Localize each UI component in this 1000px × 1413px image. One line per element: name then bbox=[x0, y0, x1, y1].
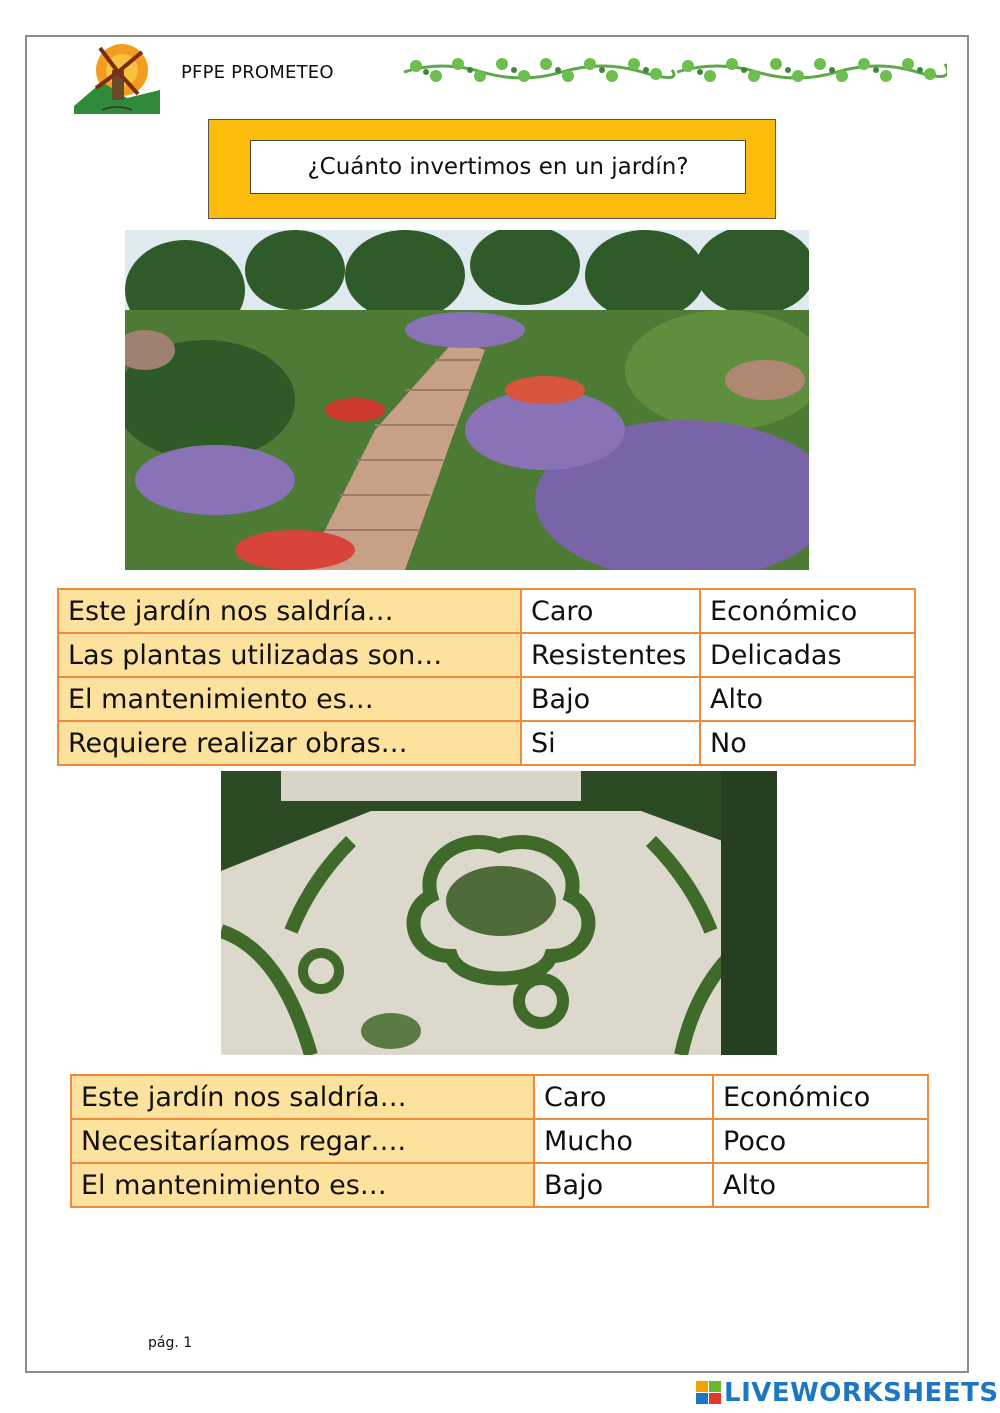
option-cell[interactable]: Alto bbox=[700, 677, 915, 721]
option-cell[interactable]: Caro bbox=[534, 1075, 713, 1119]
table-row bbox=[58, 589, 915, 633]
table-garden-2 bbox=[70, 1074, 929, 1208]
table-row bbox=[71, 1119, 928, 1163]
question-cell: El mantenimiento es… bbox=[71, 1163, 534, 1207]
table-row bbox=[71, 1075, 928, 1119]
question-cell: Necesitaríamos regar…. bbox=[71, 1119, 534, 1163]
table-row bbox=[58, 677, 915, 721]
option-cell[interactable]: Económico bbox=[713, 1075, 928, 1119]
question-cell: El mantenimiento es… bbox=[58, 677, 521, 721]
flower-garden-photo bbox=[125, 230, 809, 570]
brand-name[interactable]: LIVEWORKSHEETS bbox=[724, 1378, 999, 1408]
question-cell: Este jardín nos saldría… bbox=[58, 589, 521, 633]
option-cell[interactable]: Si bbox=[521, 721, 700, 765]
option-cell[interactable]: Económico bbox=[700, 589, 915, 633]
table-row bbox=[71, 1163, 928, 1207]
option-cell[interactable]: Resistentes bbox=[521, 633, 700, 677]
worksheet-title: ¿Cuánto invertimos en un jardín? bbox=[250, 140, 746, 194]
option-cell[interactable]: Poco bbox=[713, 1119, 928, 1163]
option-cell[interactable]: Mucho bbox=[534, 1119, 713, 1163]
title-frame bbox=[208, 119, 776, 219]
organization-name: PFPE PROMETEO bbox=[181, 62, 334, 83]
liveworksheets-brand bbox=[696, 1378, 999, 1408]
option-cell[interactable]: Bajo bbox=[534, 1163, 713, 1207]
question-cell: Requiere realizar obras… bbox=[58, 721, 521, 765]
table-row bbox=[58, 633, 915, 677]
question-cell: Las plantas utilizadas son… bbox=[58, 633, 521, 677]
table-row bbox=[58, 721, 915, 765]
option-cell[interactable]: Caro bbox=[521, 589, 700, 633]
option-cell[interactable]: No bbox=[700, 721, 915, 765]
liveworksheets-logo-icon bbox=[696, 1381, 722, 1405]
question-cell: Este jardín nos saldría… bbox=[71, 1075, 534, 1119]
knot-garden-photo bbox=[221, 771, 777, 1055]
windmill-sun-logo bbox=[72, 38, 162, 118]
green-vine-border bbox=[402, 50, 947, 90]
table-garden-1 bbox=[57, 588, 916, 766]
option-cell[interactable]: Alto bbox=[713, 1163, 928, 1207]
option-cell[interactable]: Delicadas bbox=[700, 633, 915, 677]
page-number: pág. 1 bbox=[148, 1335, 193, 1351]
option-cell[interactable]: Bajo bbox=[521, 677, 700, 721]
